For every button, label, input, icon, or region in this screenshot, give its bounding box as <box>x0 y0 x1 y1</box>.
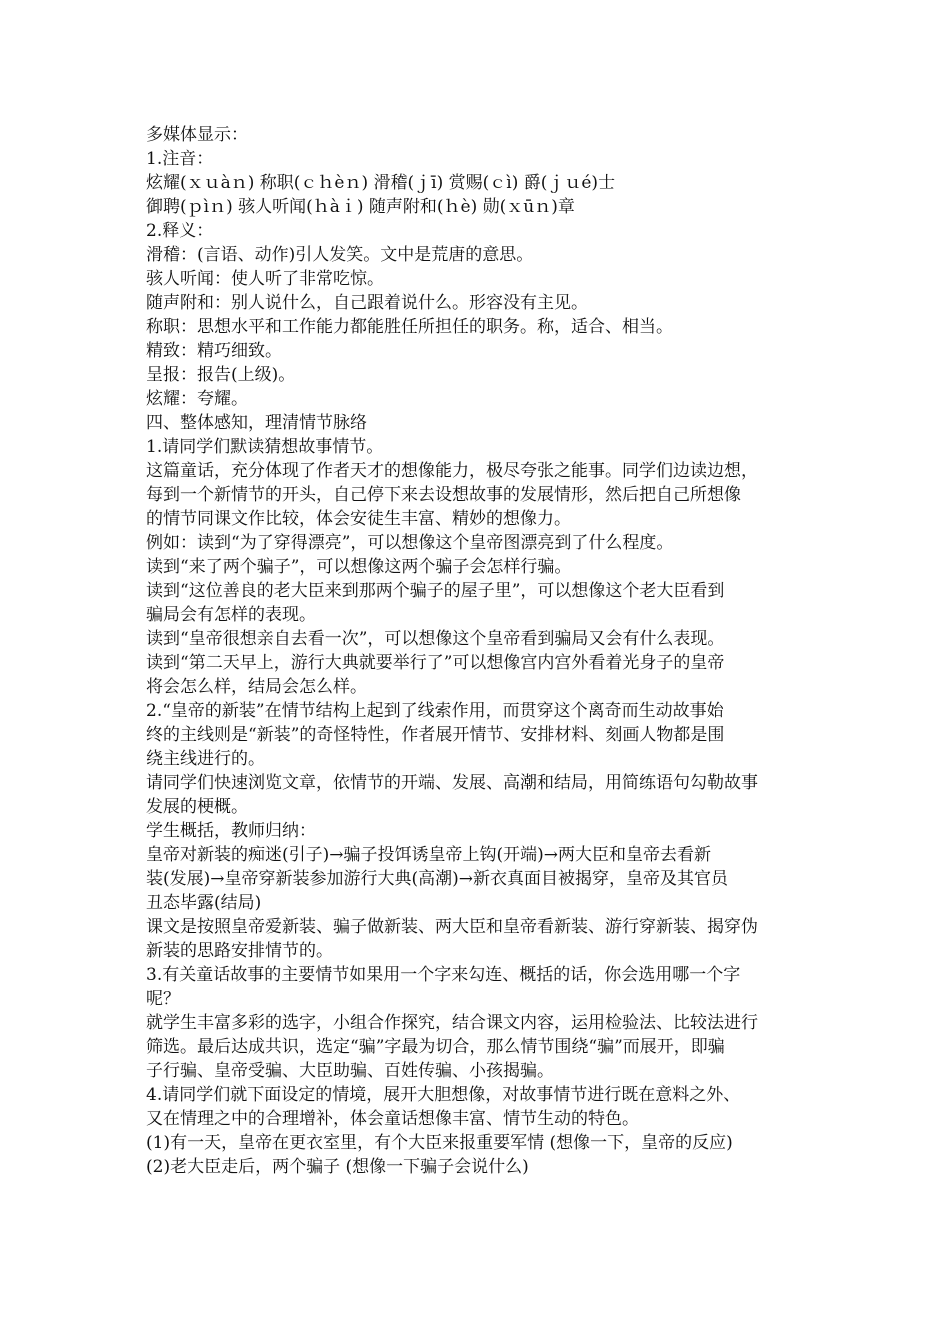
text-line: 呢？ <box>146 989 180 1009</box>
text-line: 就学生丰富多彩的选字，小组合作探究，结合课文内容，运用检验法、比较法进行 <box>146 1013 758 1033</box>
text-line: 将会怎么样，结局会怎么样。 <box>146 677 367 697</box>
text-line: 2.“皇帝的新装”在情节结构上起到了线索作用，而贯穿这个离奇而生动故事始 <box>146 701 724 721</box>
text-line: 丑态毕露(结局) <box>146 893 262 913</box>
text-line: 筛选。最后达成共识，选定“骗”字最为切合，那么情节围绕“骗”而展开，即骗 <box>146 1037 725 1057</box>
text-line: 读到“皇帝很想亲自去看一次”，可以想像这个皇帝看到骗局又会有什么表现。 <box>146 629 725 649</box>
text-line: 4.请同学们就下面设定的情境，展开大胆想像，对故事情节进行既在意料之外、 <box>146 1085 741 1105</box>
text-line: 的情节同课文作比较，体会安徒生丰富、精妙的想像力。 <box>146 509 571 529</box>
text-line: 四、整体感知，理清情节脉络 <box>146 413 367 433</box>
text-line: 称职：思想水平和工作能力都能胜任所担任的职务。称，适合、相当。 <box>146 317 673 337</box>
text-line: 皇帝对新装的痴迷(引子)→骗子投饵诱皇帝上钩(开端)→两大臣和皇帝去看新 <box>146 845 712 865</box>
text-line: 2.释义： <box>146 221 214 241</box>
text-line: 呈报：报告(上级)。 <box>146 365 296 385</box>
text-line: 发展的梗概。 <box>146 797 248 817</box>
text-line: 1.请同学们默读猜想故事情节。 <box>146 437 384 457</box>
text-line: 随声附和：别人说什么，自己跟着说什么。形容没有主见。 <box>146 293 588 313</box>
text-line: 例如：读到“为了穿得漂亮”，可以想像这个皇帝图漂亮到了什么程度。 <box>146 533 674 553</box>
text-line: 又在情理之中的合理增补，体会童话想像丰富、情节生动的特色。 <box>146 1109 639 1129</box>
text-line: 骗局会有怎样的表现。 <box>146 605 316 625</box>
document-body <box>146 123 816 1179</box>
text-line: 炫耀(ｘｕàｎ) 称职(ｃｈèｎ) 滑稽(ｊī) 赏赐(ｃì) 爵(ｊｕé)士 <box>146 173 616 193</box>
text-line: 新装的思路安排情节的。 <box>146 941 333 961</box>
text-line: 装(发展)→皇帝穿新装参加游行大典(高潮)→新衣真面目被揭穿，皇帝及其官员 <box>146 869 729 889</box>
text-line: 1.注音： <box>146 149 214 169</box>
text-line: 多媒体显示： <box>146 125 248 145</box>
text-line: 绕主线进行的。 <box>146 749 265 769</box>
text-line: 骇人听闻：使人听了非常吃惊。 <box>146 269 384 289</box>
text-line: 每到一个新情节的开头，自己停下来去设想故事的发展情形，然后把自己所想像 <box>146 485 741 505</box>
text-line: 终的主线则是“新装”的奇怪特性，作者展开情节、安排材料、刻画人物都是围 <box>146 725 725 745</box>
text-line: 读到“这位善良的老大臣来到那两个骗子的屋子里”，可以想像这个老大臣看到 <box>146 581 725 601</box>
text-line: 滑稽：(言语、动作)引人发笑。文中是荒唐的意思。 <box>146 245 534 265</box>
text-line: 请同学们快速浏览文章，依情节的开端、发展、高潮和结局，用简练语句勾勒故事 <box>146 773 758 793</box>
text-line: 子行骗、皇帝受骗、大臣助骗、百姓传骗、小孩揭骗。 <box>146 1061 554 1081</box>
text-line: (2)老大臣走后，两个骗子 (想像一下骗子会说什么) <box>146 1157 529 1177</box>
text-line: 3.有关童话故事的主要情节如果用一个字来勾连、概括的话，你会选用哪一个字 <box>146 965 741 985</box>
text-line: 这篇童话，充分体现了作者天才的想像能力，极尽夸张之能事。同学们边读边想， <box>146 461 758 481</box>
text-line: 学生概括，教师归纳： <box>146 821 316 841</box>
text-line: (1)有一天，皇帝在更衣室里，有个大臣来报重要军情 (想像一下，皇帝的反应) <box>146 1133 733 1153</box>
text-line: 御聘(ｐìｎ) 骇人听闻(ｈàｉ) 随声附和(ｈè) 勋(ｘūｎ)章 <box>146 197 575 217</box>
text-line: 读到“第二天早上，游行大典就要举行了”可以想像宫内宫外看着光身子的皇帝 <box>146 653 725 673</box>
text-line: 炫耀：夸耀。 <box>146 389 248 409</box>
text-line: 课文是按照皇帝爱新装、骗子做新装、两大臣和皇帝看新装、游行穿新装、揭穿伪 <box>146 917 758 937</box>
text-line: 读到“来了两个骗子”，可以想像这两个骗子会怎样行骗。 <box>146 557 572 577</box>
text-line: 精致：精巧细致。 <box>146 341 282 361</box>
